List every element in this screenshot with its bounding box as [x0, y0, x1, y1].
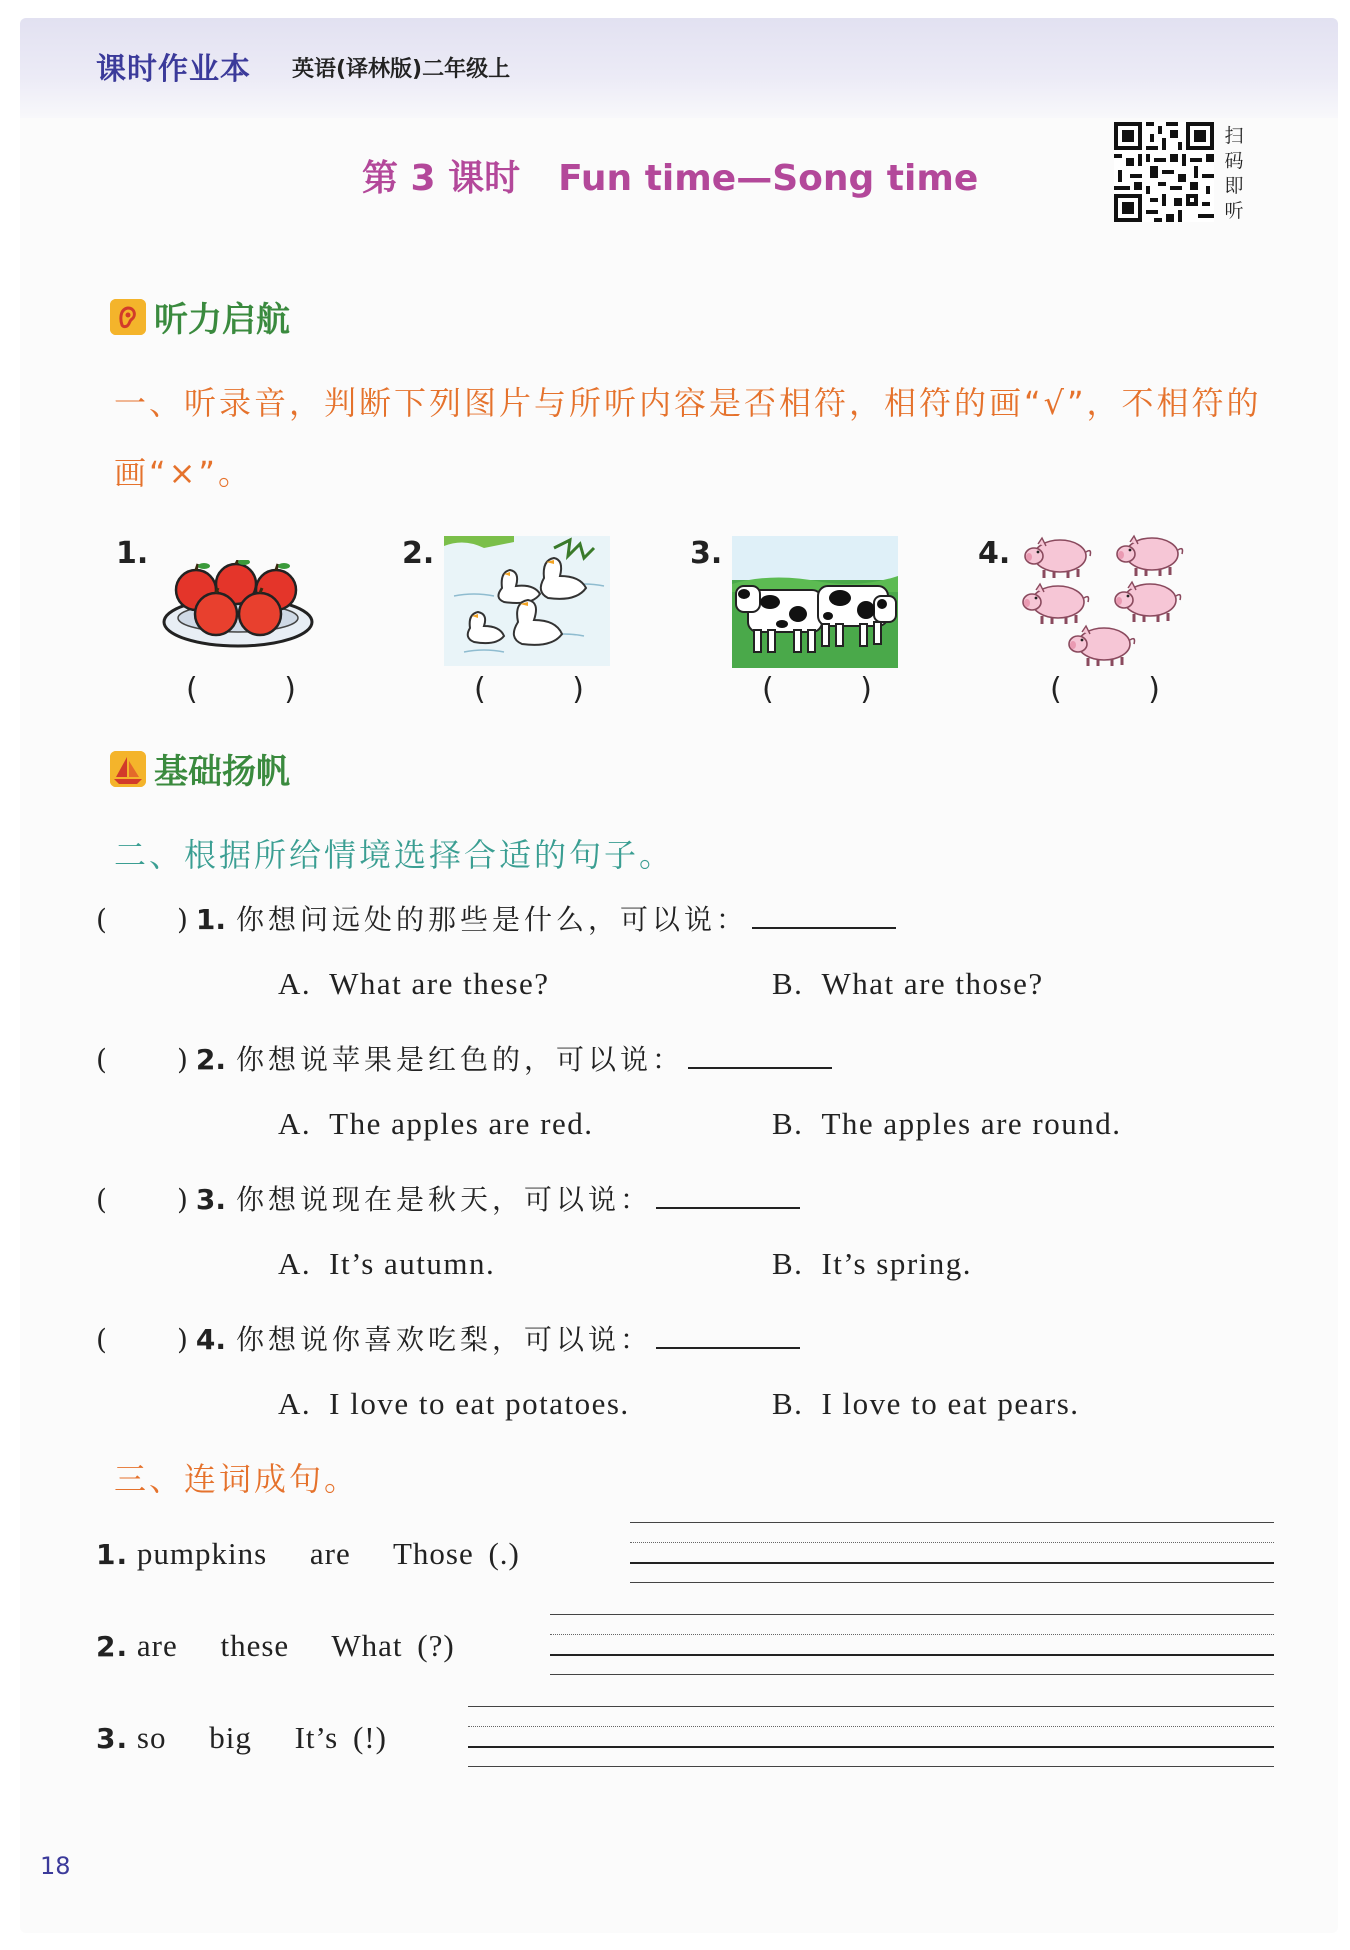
- qr-code-icon[interactable]: [1114, 122, 1214, 222]
- answer-writing-lines[interactable]: [550, 1614, 1274, 1676]
- lesson-name: Fun time—Song time: [558, 158, 979, 199]
- answer-slot[interactable]: ): [176, 1043, 188, 1076]
- answer-paren-4[interactable]: ( ): [1050, 672, 1160, 707]
- choice-question: ( ) 3. 你想说现在是秋天，可以说：: [96, 1178, 800, 1218]
- picture-number: 1.: [116, 536, 149, 571]
- answer-paren-3[interactable]: ( ): [762, 672, 872, 707]
- picture-number: 3.: [690, 536, 723, 571]
- option-a[interactable]: A. What are these?: [278, 966, 550, 1001]
- option-a[interactable]: A. It’s autumn.: [278, 1246, 496, 1281]
- option-b[interactable]: B. I love to eat pears.: [772, 1386, 1080, 1421]
- option-a[interactable]: A. The apples are red.: [278, 1106, 594, 1141]
- answer-writing-lines[interactable]: [468, 1706, 1274, 1768]
- section-heading-basics: 基础扬帆: [110, 744, 290, 793]
- sailboat-icon: [110, 751, 146, 787]
- scramble-question: 2. are these What (?): [96, 1628, 455, 1663]
- answer-paren-1[interactable]: ( ): [186, 672, 296, 707]
- picture-number: 4.: [978, 536, 1011, 571]
- lesson-number: 第 3 课时: [362, 158, 521, 199]
- series-title: 课时作业本: [96, 52, 251, 87]
- option-b[interactable]: B. It’s spring.: [772, 1246, 973, 1281]
- scramble-question: 3. so big It’s (!): [96, 1720, 387, 1755]
- option-b[interactable]: B. The apples are round.: [772, 1106, 1122, 1141]
- choice-question: ( ) 2. 你想说苹果是红色的，可以说：: [96, 1038, 832, 1078]
- scramble-question: 1. pumpkins are Those (.): [96, 1536, 520, 1571]
- ear-icon: [110, 299, 146, 335]
- answer-blank[interactable]: [688, 1067, 832, 1069]
- listening-instruction-line1: 一、听录音，判断下列图片与所听内容是否相符，相符的画“√”，不相符的: [114, 384, 1262, 422]
- choice-question: ( ) 1. 你想问远处的那些是什么，可以说：: [96, 898, 896, 938]
- part3-instruction: 三、连词成句。: [114, 1460, 360, 1498]
- cows-on-grass-icon: [732, 536, 898, 668]
- answer-blank[interactable]: [752, 927, 896, 929]
- answer-slot[interactable]: ): [176, 1183, 188, 1216]
- section-heading-listening: 听力启航: [110, 292, 290, 341]
- answer-paren-2[interactable]: ( ): [474, 672, 584, 707]
- answer-blank[interactable]: [656, 1207, 800, 1209]
- picture-number: 2.: [402, 536, 435, 571]
- option-a[interactable]: A. I love to eat potatoes.: [278, 1386, 630, 1421]
- choice-question: ( ) 4. 你想说你喜欢吃梨，可以说：: [96, 1318, 800, 1358]
- qr-label: 扫 码 即 听: [1224, 125, 1244, 222]
- apples-on-plate-icon: [160, 560, 316, 652]
- option-b[interactable]: B. What are those?: [772, 966, 1044, 1001]
- listening-instruction-line2: 画“×”。: [114, 454, 253, 492]
- book-title: 英语(译林版)二年级上: [292, 57, 511, 82]
- answer-slot[interactable]: ): [176, 1323, 188, 1356]
- part2-instruction: 二、根据所给情境选择合适的句子。: [114, 836, 675, 874]
- answer-blank[interactable]: [656, 1347, 800, 1349]
- page-number: 18: [40, 1852, 71, 1880]
- lesson-title: [362, 150, 978, 201]
- answer-writing-lines[interactable]: [630, 1522, 1274, 1584]
- answer-slot[interactable]: ): [176, 903, 188, 936]
- ducks-on-pond-icon: [444, 536, 610, 666]
- pigs-icon: [1018, 532, 1190, 672]
